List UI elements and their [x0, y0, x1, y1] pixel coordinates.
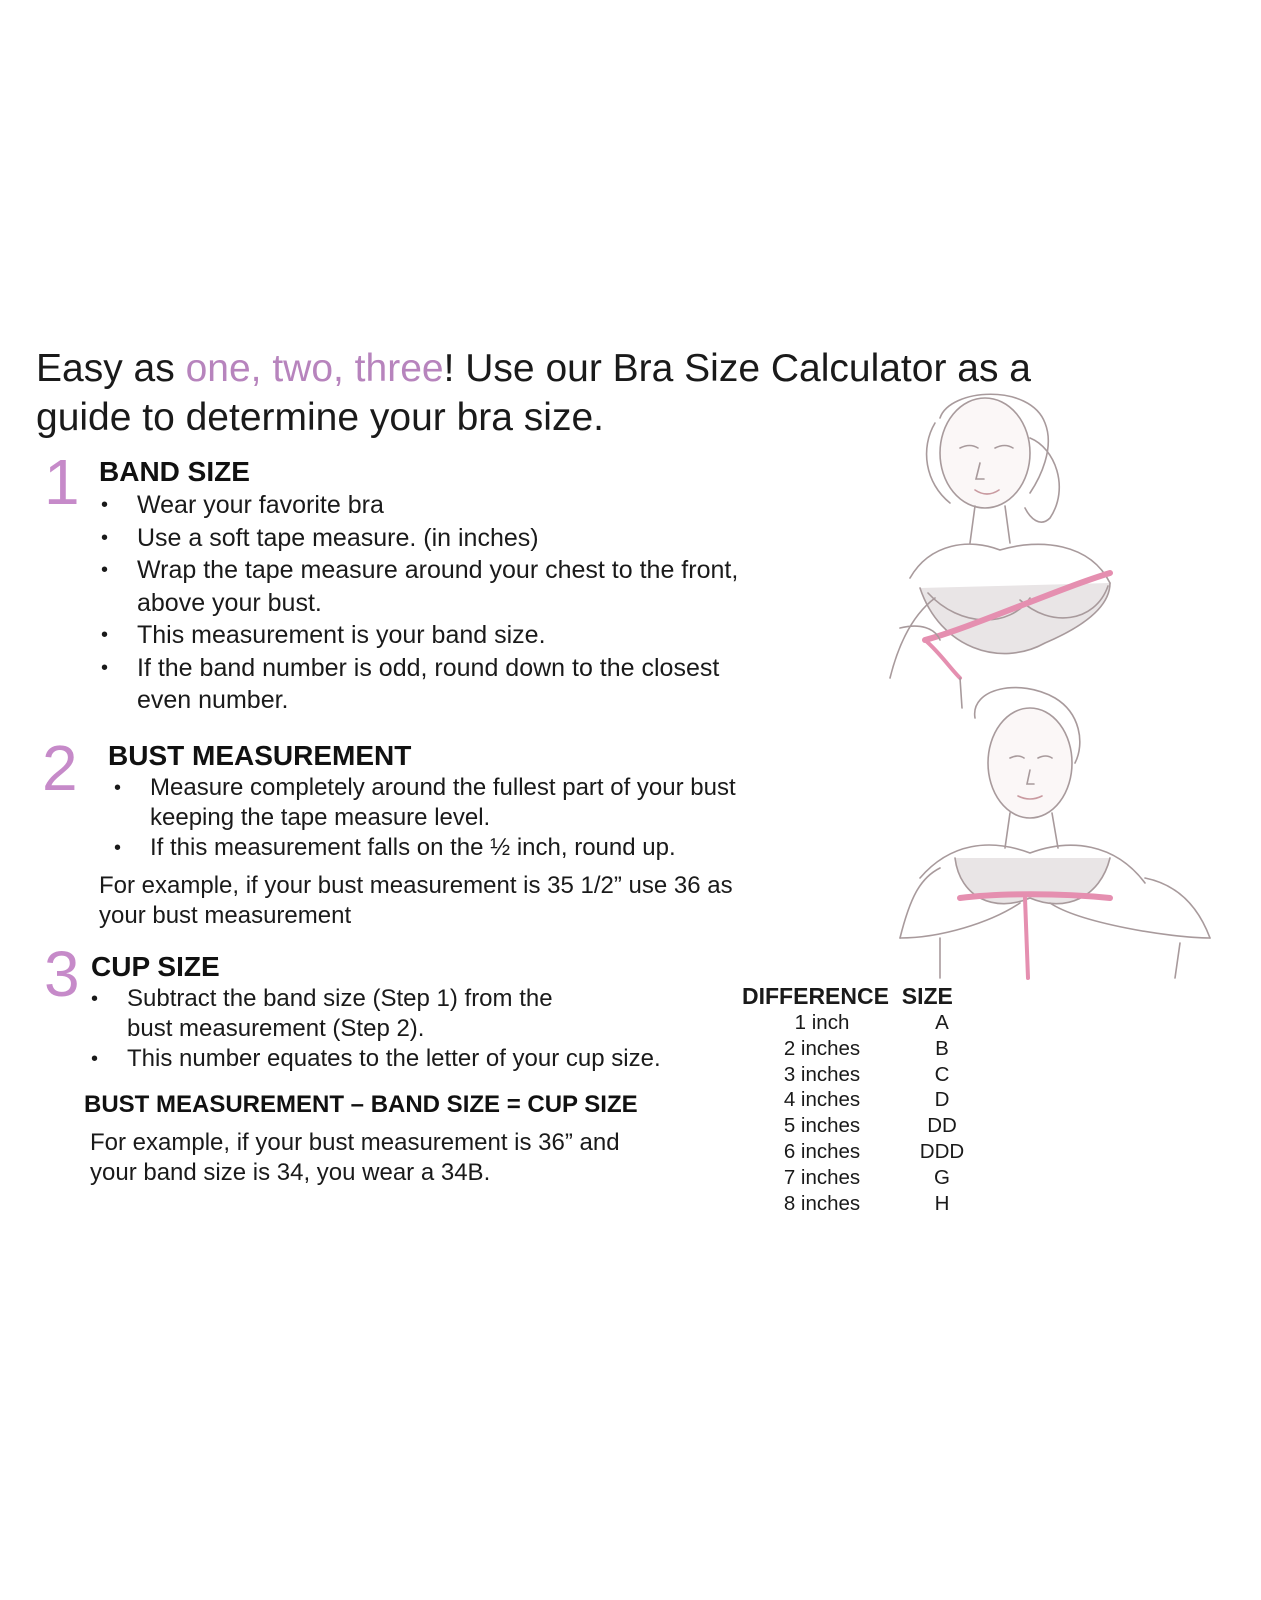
step-1-title: BAND SIZE — [99, 456, 250, 487]
size-cell: H — [934, 1191, 950, 1215]
step-3-body — [127, 984, 707, 1074]
diff-cell: 4 inches — [783, 1088, 861, 1112]
cup-size-table — [742, 982, 982, 1216]
table-row — [742, 1010, 982, 1036]
diff-cell: 7 inches — [783, 1165, 861, 1189]
step-3-example: For example, if your bust measurement is 36” and your band size is 34, you wear a 34B. — [90, 1129, 620, 1186]
title-line1-rest: ! Use our Bra Size Calculator as a — [443, 347, 1031, 390]
size-cell: DD — [927, 1114, 957, 1138]
title-line2: guide to determine your bra size. — [36, 396, 604, 439]
diff-cell: 3 inches — [783, 1062, 861, 1086]
size-cell: B — [935, 1036, 949, 1060]
diff-cell: 8 inches — [783, 1191, 861, 1215]
step-1-number: 1 — [44, 446, 80, 518]
woman-measuring-band-illustration — [890, 394, 1110, 708]
list-item: • Measure completely around the fullest part of your bust keeping the tape measure level. — [150, 773, 790, 833]
size-cell: A — [935, 1011, 949, 1034]
title-prefix: Easy as — [36, 347, 186, 390]
table-row — [742, 1113, 982, 1139]
woman-measuring-bust-illustration — [900, 688, 1210, 978]
list-item: • This measurement is your band size. — [137, 619, 797, 652]
list-item: • This number equates to the letter of your cup size. — [127, 1044, 707, 1074]
step-1-bullets — [137, 489, 797, 717]
measuring-illustrations — [880, 378, 1220, 988]
size-cell: DDD — [919, 1139, 965, 1163]
table-row — [742, 1165, 982, 1191]
step-3-number: 3 — [44, 938, 80, 1010]
table-row — [742, 1139, 982, 1165]
table-row — [742, 1087, 982, 1113]
size-cell: G — [934, 1165, 950, 1189]
list-item: • Wrap the tape measure around your chest to the front, above your bust. — [137, 554, 797, 619]
table-row — [742, 1191, 982, 1217]
size-cell: C — [934, 1062, 950, 1086]
list-item: • Use a soft tape measure. (in inches) — [137, 522, 797, 555]
step-3-title: CUP SIZE — [91, 951, 220, 982]
list-item: • If the band number is odd, round down to the closest even number. — [137, 652, 777, 717]
header-size: SIZE — [901, 983, 953, 1009]
diff-cell: 2 inches — [783, 1036, 861, 1060]
step-2-body — [150, 773, 790, 863]
step-3-bullets — [127, 984, 707, 1074]
title-accent: one, two, three — [185, 347, 444, 390]
header-difference: DIFFERENCE — [742, 983, 889, 1009]
size-cell: D — [934, 1088, 950, 1112]
step-2-example: For example, if your bust measurement is 35 1/2” use 36 as your bust measurement — [99, 872, 733, 929]
table-row — [742, 1062, 982, 1088]
list-item: • Wear your favorite bra — [137, 489, 797, 522]
diff-cell: 5 inches — [783, 1114, 861, 1138]
list-item: • If this measurement falls on the ½ inch, round up. — [150, 833, 790, 863]
diff-cell: 6 inches — [783, 1139, 861, 1163]
step-2-number: 2 — [42, 732, 78, 804]
step-2-bullets — [150, 773, 790, 863]
table-row — [742, 1036, 982, 1062]
diff-cell: 1 inch — [794, 1011, 850, 1034]
list-item: • Subtract the band size (Step 1) from the bust measurement (Step 2). — [127, 984, 597, 1044]
cup-size-formula: BUST MEASUREMENT – BAND SIZE = CUP SIZE — [84, 1091, 638, 1118]
step-2-title: BUST MEASUREMENT — [108, 740, 412, 771]
